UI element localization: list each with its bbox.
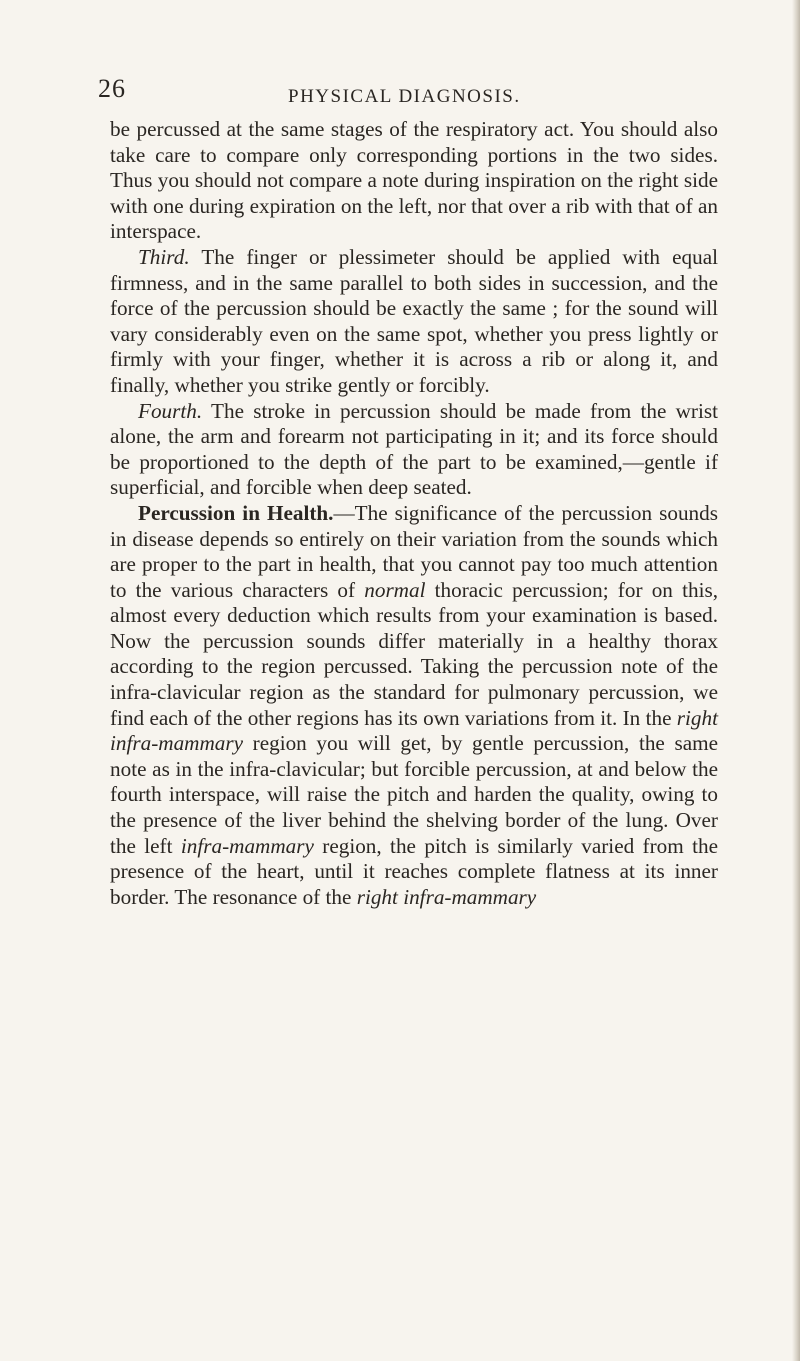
running-title: PHYSICAL DIAGNOSIS. [288, 86, 521, 107]
paragraph-text: thoracic percussion; for on this, almost every deduction which results from your examination is based. Now the percussion sounds differ materially in a healthy thorax according to the region percussed. Taking the percussion note of the infra-clavicular region as the standard for pulmonary percussion, we find each of the other regions has its own variations from it. In the [110, 577, 718, 730]
italic-term: right infra-mammary [356, 884, 537, 909]
paragraph-text: The finger or plessimeter should be applied with equal firmness, and in the same parallel to both sides in succession, and the force of the percussion should be exactly the same ; for the sound will vary considerably even on the same spot, whether you press lightly or firmly with your finger, whether it is across a rib or along it, and finally, whether you strike gently or forcibly. [110, 244, 718, 397]
body-text [110, 117, 718, 910]
paragraph-text: be percussed at the same stages of the respiratory act. You should also take care to compare only corresponding portions in the two sides. Thus you should not compare a note during inspiration on the right side with one during expiration on the left, nor that over a rib with that of an interspace. [110, 117, 718, 244]
paragraph-text: region, the pitch is similarly varied from the presence of the heart, until it reaches complete flatness at its inner border. The resonance of the [110, 833, 719, 909]
paragraph-text: —The significance of the percussion sounds in disease depends so entirely on their variation from the sounds which are proper to the part in health, that you cannot pay too much attention to the various characters of [110, 500, 718, 602]
section-heading-percussion-in-health: Percussion in Health. [138, 500, 334, 525]
paragraph-text: The stroke in percussion should be made from the wrist alone, the arm and forearm not participating in it; and its force should be proportioned to the depth of the part to be examined,—gentle if superficial, and forcible when deep seated. [110, 398, 718, 500]
paragraph-lead-fourth: Fourth. [138, 398, 203, 423]
paragraph-lead-third: Third. [138, 244, 190, 269]
paragraph-text: region you will get, by gentle percussion, the same note as in the infra-clavicular; but forcible percussion, at and below the fourth interspace, will raise the pitch and harden the quality, owing to the presence of the liver behind the shelving border of the lung. Over the left [110, 731, 718, 858]
paragraph-comparison [110, 117, 718, 245]
italic-term: normal [364, 577, 426, 602]
page-header [98, 74, 718, 110]
italic-term: right infra-mammary [110, 705, 718, 756]
page-number: 26 [98, 74, 126, 103]
paragraph-percussion-in-health [110, 501, 718, 911]
page-edge-shadow [792, 0, 800, 1361]
paragraph-third [110, 245, 718, 399]
italic-term: infra-mammary [180, 833, 314, 858]
paragraph-fourth [110, 399, 718, 501]
